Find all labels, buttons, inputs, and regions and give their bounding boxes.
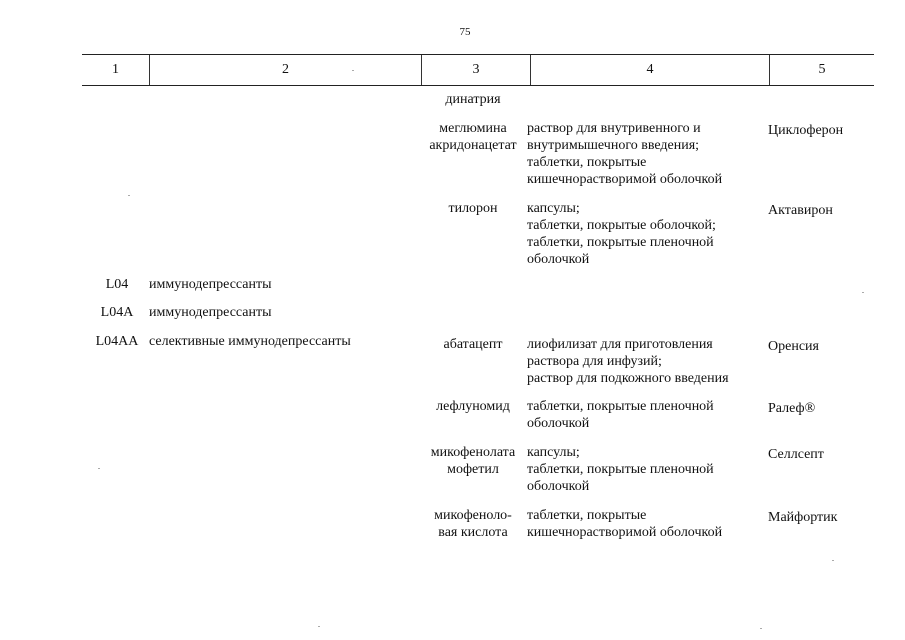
trade-name: Селлсепт [768,447,824,462]
scan-speck [128,195,130,196]
atc-code: L04A [100,305,134,320]
dosage-forms: лиофилизат для приготовления раствора для инфузий; раствор для подкожного введения [527,337,729,386]
atc-code: L04 [105,277,129,292]
trade-name: Майфортик [768,510,838,525]
dosage-forms: таблетки, покрытые пленочной оболочкой [527,399,714,431]
substance-name: меглюмина акридонацетат [429,121,517,153]
trade-name: Оренсия [768,339,819,354]
page-number: 75 [459,26,471,38]
substance-name: тилорон [448,201,498,216]
group-name: иммунодепрессанты [149,277,272,292]
header-col-2: 2 [282,62,289,77]
scan-speck [318,626,320,627]
dosage-forms: капсулы; таблетки, покрытые пленочной оболочкой [527,445,714,494]
scan-speck [760,628,762,629]
dosage-forms: таблетки, покрытые кишечнорастворимой оболочкой [527,508,723,540]
header-col-5: 5 [818,62,826,77]
trade-name: Ралеф® [768,401,816,416]
dosage-forms: капсулы; таблетки, покрытые оболочкой; таблетки, покрытые пленочной оболочкой [527,201,716,267]
scan-speck [832,560,834,561]
header-col-4: 4 [646,62,654,77]
header-col-1: 1 [112,62,119,77]
group-name: селективные иммунодепрессанты [149,334,351,349]
atc-code: L04AA [95,334,139,349]
scan-speck [352,70,354,71]
substance-name: микофенолата мофетил [430,445,516,477]
trade-name: Циклоферон [768,123,844,138]
table-header [82,54,874,86]
trade-name: Актавирон [768,203,833,218]
substance-name: микофеноло- вая кислота [434,508,512,540]
header-col-3: 3 [472,62,480,77]
scan-speck [862,292,864,293]
scan-speck [98,468,100,469]
substance-name: абатацепт [443,337,503,352]
substance-name: лефлуномид [436,399,510,414]
substance-name: динатрия [445,92,501,107]
group-name: иммунодепрессанты [149,305,272,320]
dosage-forms: раствор для внутривенного и внутримышечного введения; таблетки, покрытые кишечнорастворимой оболочкой [527,121,723,187]
